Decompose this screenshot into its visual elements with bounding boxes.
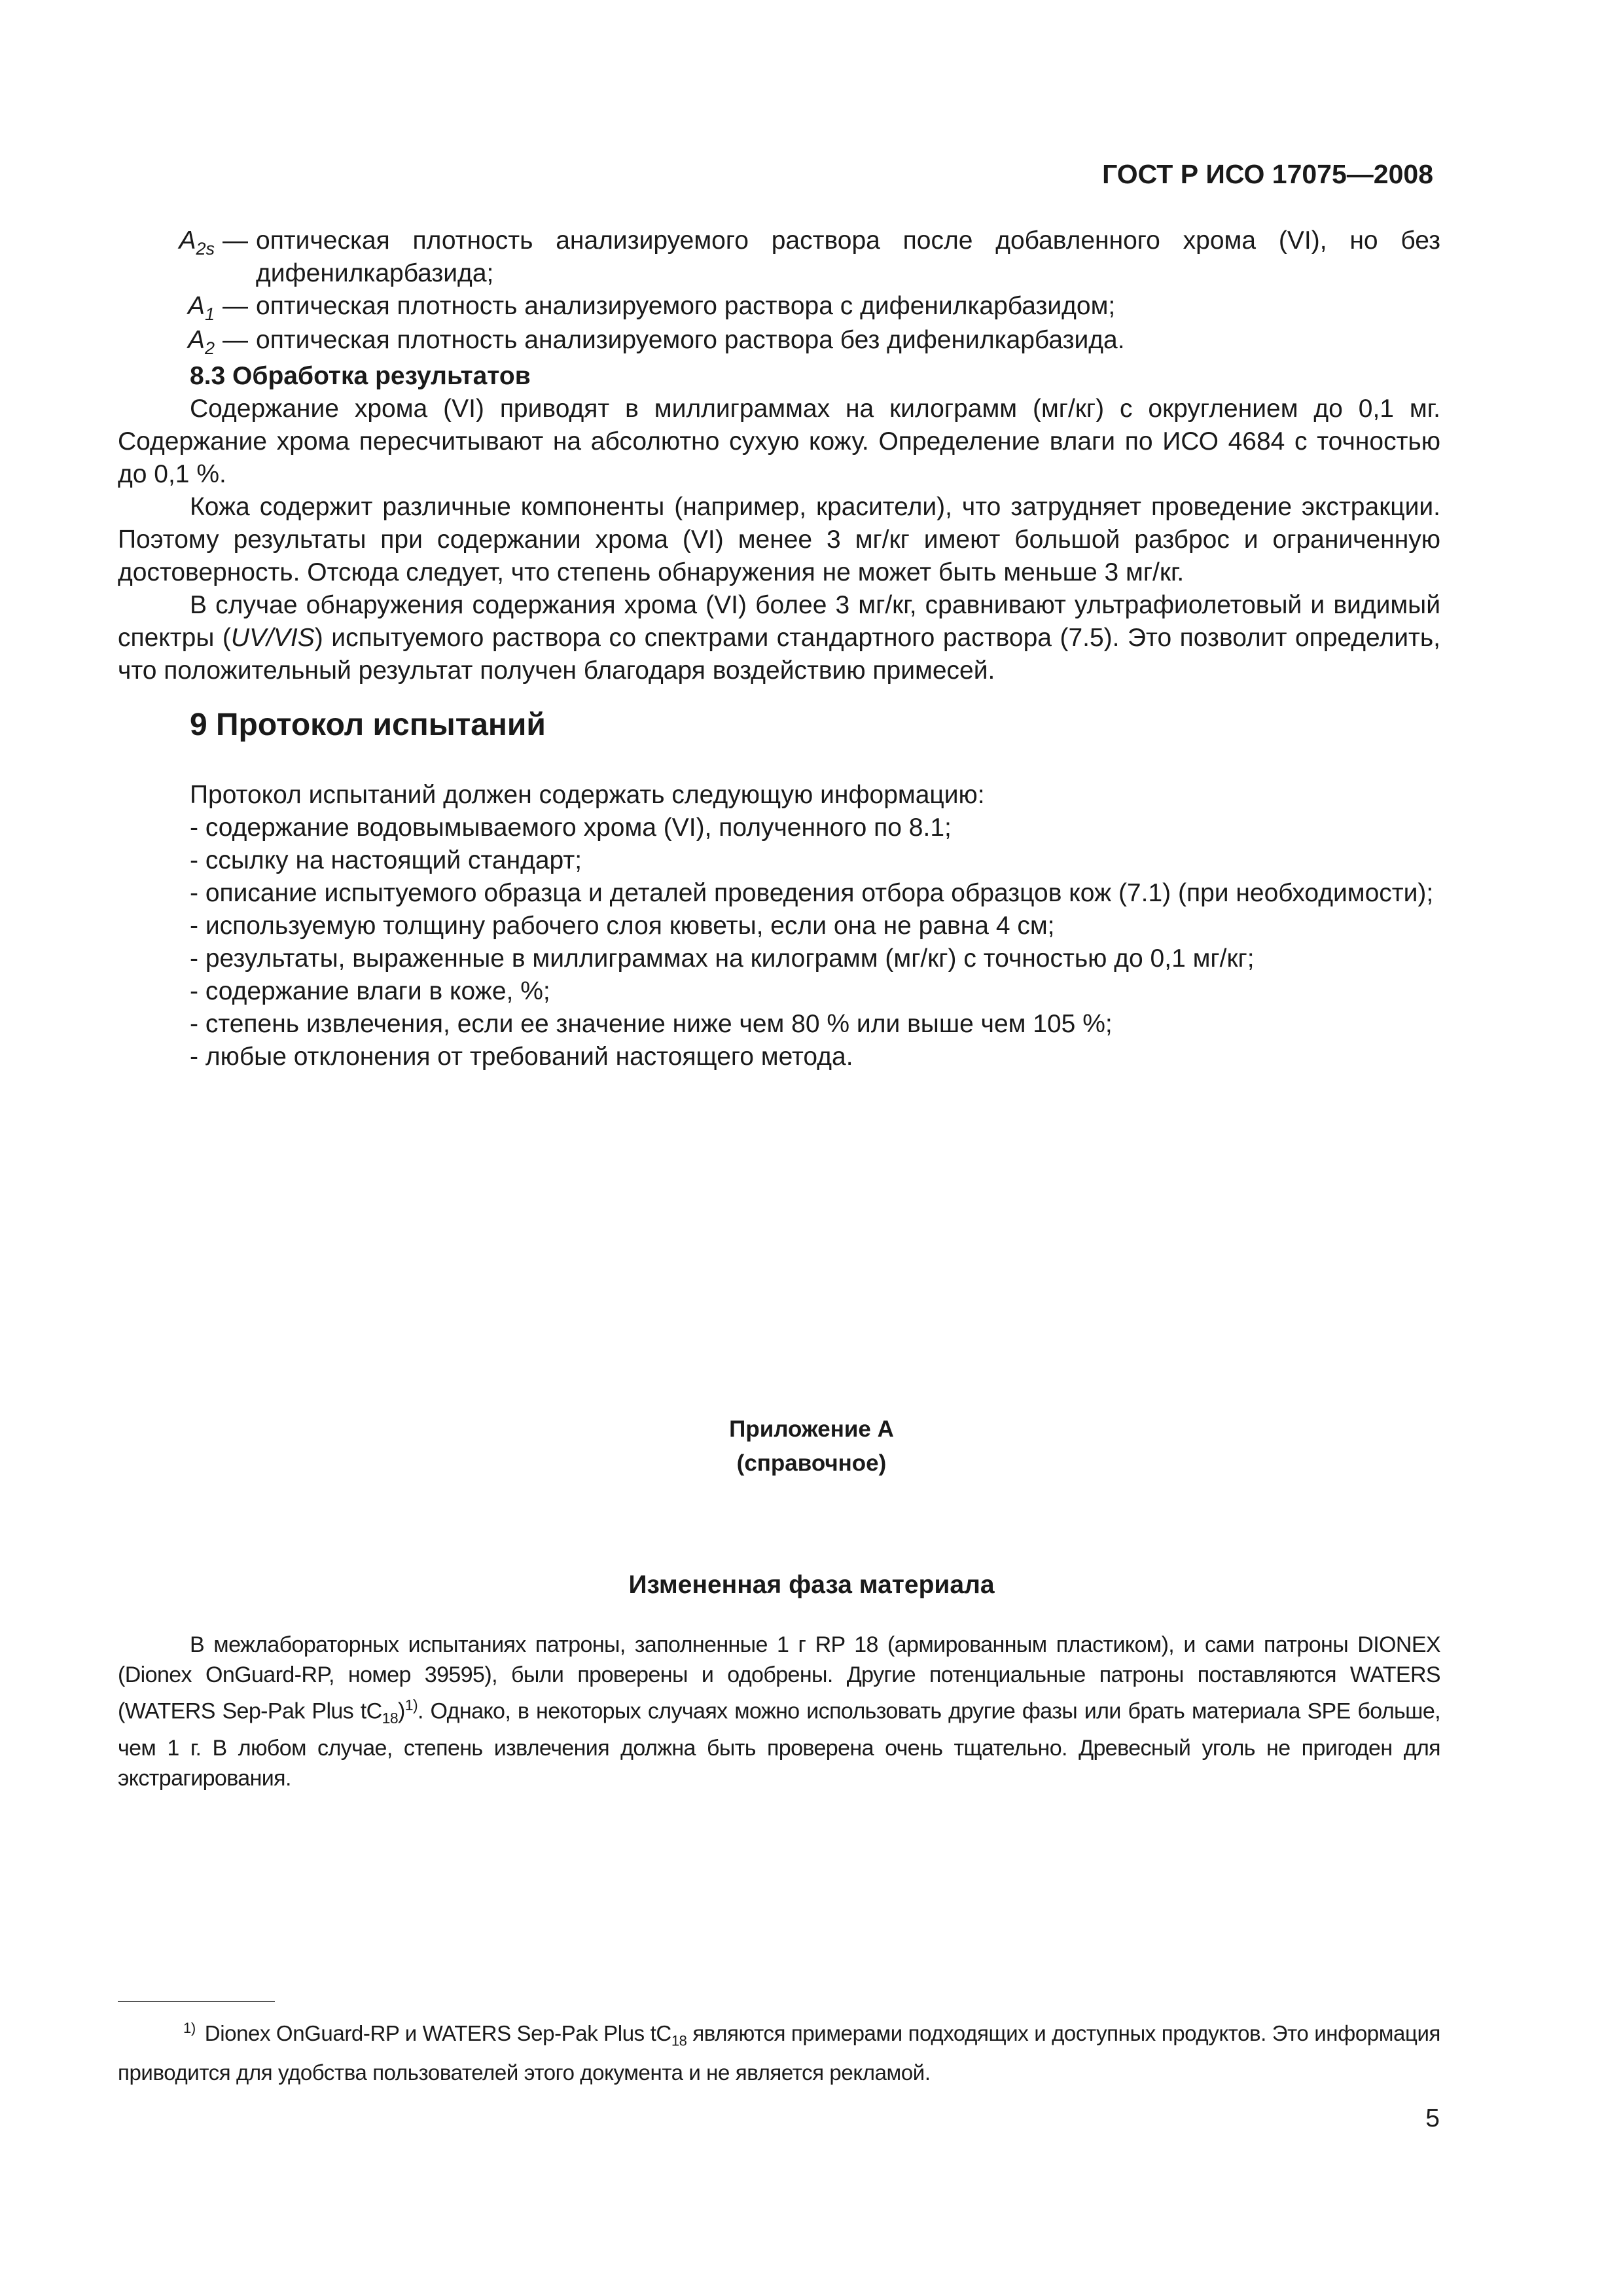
list-item: - используемую толщину рабочего слоя кюветы, если она не равна 4 см; — [190, 912, 1055, 940]
paragraph: Кожа содержит различные компоненты (например, красители), что затрудняет проведение экстракции. Поэтому результаты при содержании хрома (VI) менее 3 мг/кг имеют большой разброс и ограниченную достоверность. Отсюда следует, что степень обнаружения не может быть меньше 3 мг/кг. — [118, 493, 1440, 586]
symbol: $A_{2s}$ — [179, 226, 215, 259]
list-item: - ссылку на настоящий стандарт; — [190, 846, 582, 874]
symbol: $A_1$ — [187, 292, 215, 324]
annex-label: Приложение А — [729, 1416, 894, 1442]
symbol: $A_2$ — [187, 326, 215, 358]
requirements-list — [118, 812, 1440, 1073]
list-item: - любые отклонения от требований настоящего метода. — [190, 1043, 853, 1071]
list-intro: Протокол испытаний должен содержать следующую информацию: — [190, 781, 985, 809]
annex-heading — [0, 1412, 1623, 1480]
footnote-reference[interactable]: 1) — [404, 1696, 418, 1713]
footnote — [118, 2013, 1440, 2089]
list-item: - описание испытуемого образца и деталей проведения отбора образцов кож (7.1) (при необходимости); — [190, 879, 1434, 907]
symbol-definition: оптическая плотность анализируемого раствора без дифенилкарбазида. — [256, 326, 1125, 354]
footnote-divider — [118, 2001, 275, 2002]
results-paragraphs — [118, 393, 1440, 687]
document-header: ГОСТ Р ИСО 17075—2008 — [1102, 159, 1433, 189]
list-item: - содержание водовымываемого хрома (VI), полученного по 8.1; — [190, 814, 952, 842]
paragraph: Содержание хрома (VI) приводят в миллиграммах на килограмм (мг/кг) с округлением до 0,1 мг. Содержание хрома пересчитывают на абсолютно сухую кожу. Определение влаги по ИСО 4684 с точностью до 0,1 %. — [118, 395, 1440, 488]
list-item: - степень извлечения, если ее значение ниже чем 80 % или выше чем 105 %; — [190, 1010, 1113, 1038]
symbol-legend-row — [135, 224, 1440, 290]
annex-paragraph: В межлабораторных испытаниях патроны, заполненные 1 г RP 18 (армированным пластиком), и сами патроны DIONEX (Dionex OnGuard-RP, номер 39595), были проверены и одобрены. Другие потенциальные патроны поставляются WATERS (WATERS Sep-Pak Plus $tC_{18})^{1)}$. Однако, в некоторых случаях можно использовать другие фазы или брать материала SPE больше, чем 1 г. В любом случае, степень извлечения должна быть проверена очень тщательно. Древесный уголь не пригоден для экстрагирования. — [118, 1632, 1441, 1791]
list-item: - результаты, выраженные в миллиграммах на килограмм (мг/кг) с точностью до 0,1 мг/кг; — [190, 944, 1255, 973]
symbol-definition: оптическая плотность анализируемого раствора после добавленного хрома (VI), но без дифенилкарбазида; — [256, 226, 1440, 287]
legend-dash: — — [223, 292, 248, 320]
list-item: - содержание влаги в коже, %; — [190, 977, 550, 1005]
symbol-definition: оптическая плотность анализируемого раствора с дифенилкарбазидом; — [256, 292, 1116, 320]
page-number: 5 — [1425, 2104, 1440, 2132]
subsection-heading: 8.3 Обработка результатов — [190, 362, 531, 390]
section-heading: 9 Протокол испытаний — [190, 708, 546, 742]
annex-status: (справочное) — [736, 1450, 887, 1476]
annex-title: Измененная фаза материала — [628, 1571, 995, 1599]
paragraph: В случае обнаружения содержания хрома (VI) более 3 мг/кг, сравнивают ультрафиолетовый и видимый спектры (UV/VIS) испытуемого раствора со спектрами стандартного раствора (7.5). Это позволит определить, что положительный результат получен благодаря воздействию примесей. — [118, 591, 1440, 685]
annex-body — [118, 1630, 1440, 1793]
legend-dash: — — [223, 226, 248, 255]
legend-dash: — — [223, 326, 248, 354]
symbol-legend-row — [135, 324, 1440, 365]
footnote-mark: 1) — [183, 2020, 196, 2036]
footnote-text: $^{1)}$ Dionex OnGuard-RP и WATERS Sep-Pak Plus $tC_{18}$ являются примерами подходящих и доступных продуктов. Это информация приводится для удобства пользователей этого документа и не является рекламой. — [118, 2020, 1440, 2085]
